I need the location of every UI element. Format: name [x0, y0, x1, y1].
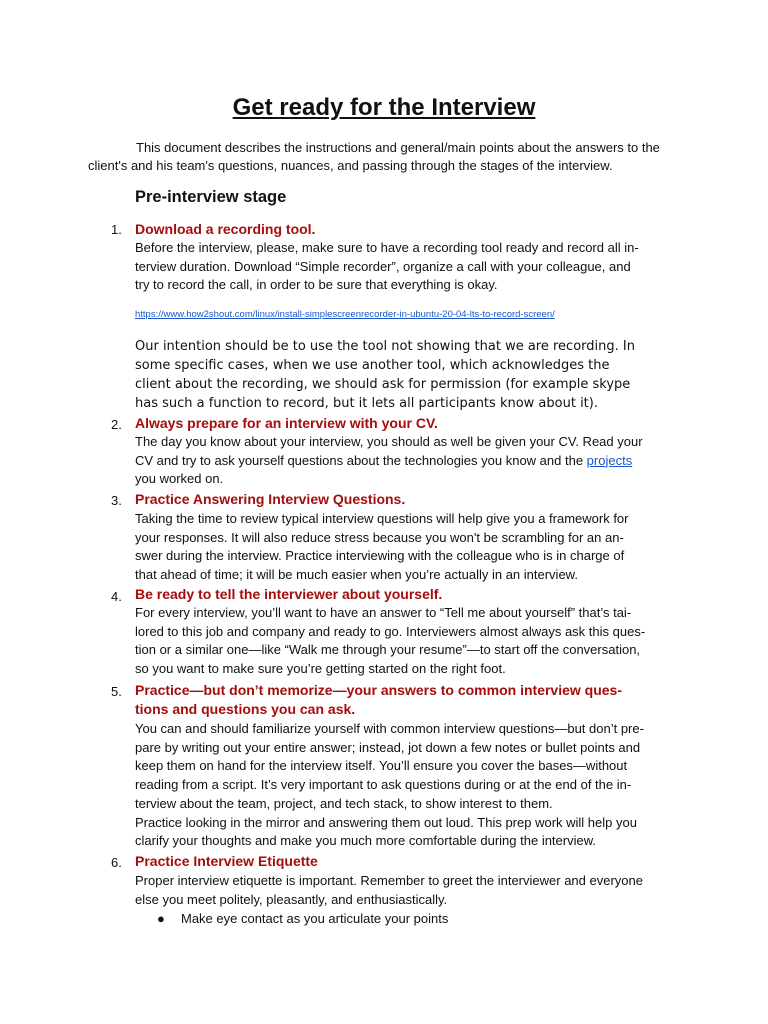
item-number: 6.: [111, 855, 122, 870]
section-heading: Pre-interview stage: [135, 188, 287, 206]
item-number: 2.: [111, 417, 122, 432]
bullet-icon: ●: [157, 911, 165, 926]
item-body-text: you worked on.: [135, 471, 224, 487]
intro-paragraph: This document describes the instructions and general/main points about the answers to the client's and his team's questions, nuances, and passing through the stages of the interview.: [88, 140, 660, 173]
item-body: Taking the time to review typical interview questions will help give you a framework for your responses. It will also reduce stress because you won't be scrambling for an an- swer during the interview. Practice interviewing with the colleague who is in charge of that ahead of time; it will be much easier when you’re actually in an interview.: [135, 511, 629, 583]
item-body-text: The day you know about your interview, you should as well be given your CV. Read your CV and try to ask yourself questions about the technologies you know and the: [135, 434, 643, 468]
item-body: You can and should familiarize yourself with common interview questions—but don’t pre- pare by writing out your entire answer; instead, jot down a few notes or bullet points and keep them on hand for the interview itself. You’ll ensure you cover the bases—without reading from a script. It’s very important to ask questions during or at the end of the in- terview about the team, project, and tech stack, to show interest to them. Practice looking in the mirror and answering them out loud. This prep work will help you clarify your thoughts and make you much more comfortable during the interview.: [135, 721, 644, 849]
recorder-guide-link[interactable]: https://www.how2shout.com/linux/install-simplescreenrecorder-in-ubuntu-20-04-lts-to-record-screen/: [135, 309, 555, 320]
recording-note: Our intention should be to use the tool not showing that we are recording. In some specific cases, when we use another tool, which acknowledges the client about the recording, we should ask for permission (for example skype has such a function to record, but it lets all participants know about it).: [135, 339, 635, 411]
item-body: Proper interview etiquette is important. Remember to greet the interviewer and everyone else you meet politely, pleasantly, and enthusiastically.: [135, 873, 643, 907]
item-number: 1.: [111, 222, 122, 237]
item-body: [135, 433, 643, 489]
item-body: For every interview, you’ll want to have an answer to “Tell me about yourself” that’s tai- lored to this job and company and ready to go. Interviewers almost always ask this ques- tion or a similar one—like “Walk me through your resume”—to start off the conversation, so you want to make sure you’re getting started on the right foot.: [135, 605, 646, 677]
item-heading: Practice Interview Etiquette: [135, 853, 318, 869]
document-title: Get ready for the Interview: [232, 94, 536, 121]
item-heading: Always prepare for an interview with your CV.: [135, 415, 438, 431]
item-number: 3.: [111, 493, 122, 508]
item-heading: Download a recording tool.: [135, 221, 316, 237]
item-body: Before the interview, please, make sure to have a recording tool ready and record all in- terview duration. Download “Simple recorder”, organize a call with your colleague, and try to record the call, in order to be sure that everything is okay.: [135, 240, 639, 293]
item-heading: Practice Answering Interview Questions.: [135, 491, 406, 507]
item-number: 4.: [111, 589, 122, 604]
item-number: 5.: [111, 684, 122, 699]
item-heading: Be ready to tell the interviewer about yourself.: [135, 586, 443, 602]
bullet-item: Make eye contact as you articulate your points: [181, 911, 449, 926]
projects-link[interactable]: projects: [586, 452, 633, 468]
item-heading: Practice—but don’t memorize—your answers to common interview ques- tions and questions you can ask.: [135, 682, 622, 717]
